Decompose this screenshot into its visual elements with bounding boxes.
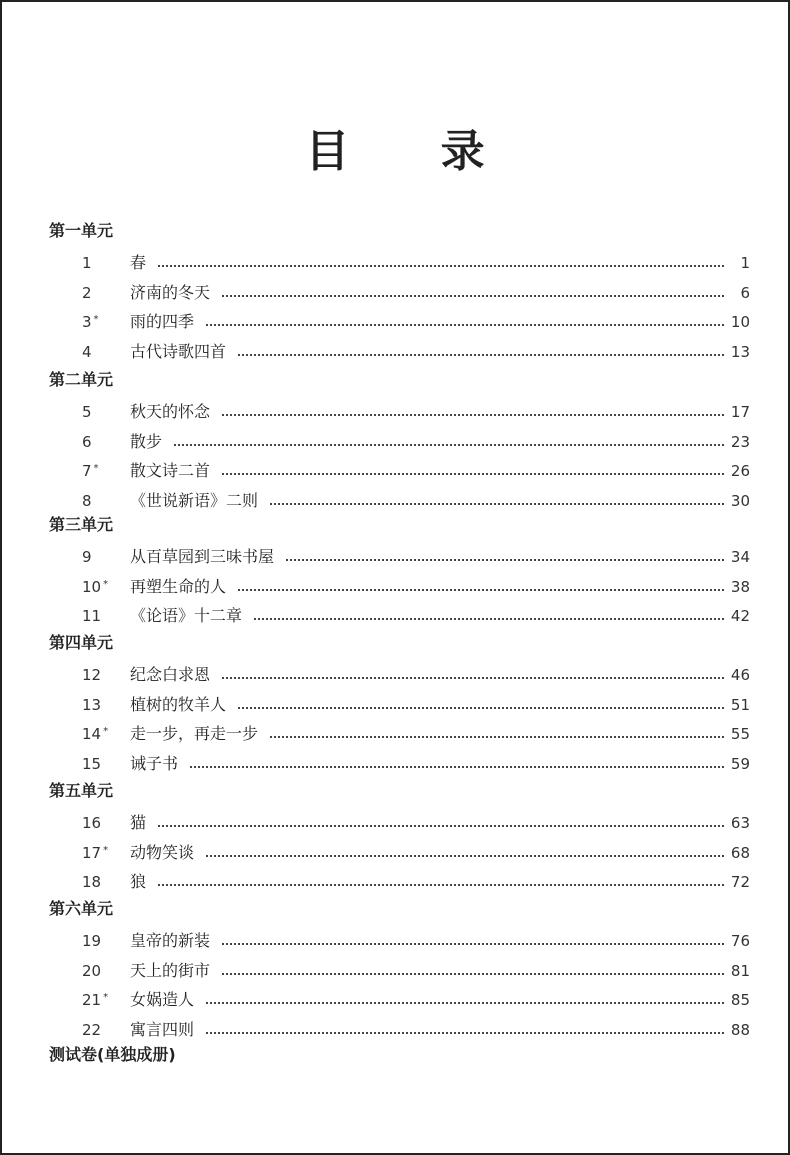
page-number: 55 <box>730 725 750 743</box>
page-number: 10 <box>730 313 750 331</box>
unit-heading: 第五单元 <box>49 781 114 800</box>
page-number: 26 <box>730 462 750 480</box>
page-number: 30 <box>730 492 750 510</box>
page-number: 1 <box>740 254 750 272</box>
lesson-title: 春 <box>130 253 147 272</box>
lesson-title: 散文诗二首 <box>130 461 211 480</box>
toc-entry[interactable] <box>2 959 788 983</box>
lesson-number <box>82 430 92 454</box>
page-number: 81 <box>730 962 750 980</box>
lesson-title: 走一步，再走一步 <box>130 724 259 743</box>
lesson-number-value: 2 <box>82 284 92 302</box>
page-number: 85 <box>730 991 750 1009</box>
lesson-number-value: 14 <box>82 725 102 743</box>
page-number: 46 <box>730 666 750 684</box>
lesson-number <box>82 929 101 953</box>
page-number: 34 <box>730 548 750 566</box>
toc-entry[interactable] <box>2 575 788 599</box>
lesson-number <box>82 841 108 865</box>
dot-leader <box>238 589 724 591</box>
lesson-title: 寓言四则 <box>130 1020 195 1039</box>
toc-entry[interactable] <box>2 1018 788 1042</box>
toc-entry[interactable] <box>2 400 788 424</box>
page-number: 23 <box>730 433 750 451</box>
lesson-number <box>82 663 101 687</box>
dot-leader <box>206 1032 724 1034</box>
dot-leader <box>158 265 724 267</box>
dot-leader <box>286 559 724 561</box>
dot-leader <box>190 766 724 768</box>
optional-star-icon: * <box>103 992 109 1003</box>
lesson-title: 古代诗歌四首 <box>130 342 227 361</box>
lesson-number <box>82 575 108 599</box>
lesson-number <box>82 722 108 746</box>
lesson-number <box>82 489 92 513</box>
toc-entry[interactable] <box>2 841 788 865</box>
lesson-number <box>82 988 108 1012</box>
toc-entry[interactable] <box>2 752 788 776</box>
lesson-number-value: 6 <box>82 433 92 451</box>
lesson-number-value: 9 <box>82 548 92 566</box>
optional-star-icon: * <box>103 845 109 856</box>
lesson-number-value: 4 <box>82 343 92 361</box>
lesson-number <box>82 811 101 835</box>
footer-note: 测试卷(单独成册) <box>49 1045 176 1064</box>
lesson-number-value: 11 <box>82 607 102 625</box>
lesson-title: 皇帝的新装 <box>130 931 211 950</box>
unit-heading: 第三单元 <box>49 515 114 534</box>
page-number: 17 <box>730 403 750 421</box>
lesson-number-value: 19 <box>82 932 102 950</box>
lesson-title: 狼 <box>130 872 147 891</box>
lesson-title: 从百草园到三味书屋 <box>130 547 275 566</box>
dot-leader <box>222 677 724 679</box>
dot-leader <box>158 884 724 886</box>
lesson-title: 植树的牧羊人 <box>130 695 227 714</box>
lesson-title: 再塑生命的人 <box>130 577 227 596</box>
lesson-number-value: 16 <box>82 814 102 832</box>
lesson-number <box>82 340 92 364</box>
dot-leader <box>238 354 724 356</box>
dot-leader <box>158 825 724 827</box>
lesson-number-value: 3 <box>82 313 92 331</box>
dot-leader <box>222 943 724 945</box>
lesson-number-value: 18 <box>82 873 102 891</box>
toc-entry[interactable] <box>2 489 788 513</box>
lesson-number <box>82 545 92 569</box>
lesson-title: 纪念白求恩 <box>130 665 211 684</box>
toc-entry[interactable] <box>2 545 788 569</box>
toc-entry[interactable] <box>2 663 788 687</box>
toc-entry[interactable] <box>2 722 788 746</box>
lesson-number <box>82 752 101 776</box>
toc-entry[interactable] <box>2 310 788 334</box>
dot-leader <box>206 855 724 857</box>
page-number: 42 <box>730 607 750 625</box>
lesson-number-value: 7 <box>82 462 92 480</box>
toc-entry[interactable] <box>2 870 788 894</box>
lesson-number <box>82 693 101 717</box>
lesson-number <box>82 1018 101 1042</box>
optional-star-icon: * <box>103 726 109 737</box>
page-number: 59 <box>730 755 750 773</box>
unit-heading: 第六单元 <box>49 899 114 918</box>
dot-leader <box>222 295 724 297</box>
page-number: 76 <box>730 932 750 950</box>
toc-entry[interactable] <box>2 459 788 483</box>
dot-leader <box>270 736 724 738</box>
lesson-number-value: 1 <box>82 254 92 272</box>
dot-leader <box>254 618 724 620</box>
page-number: 72 <box>730 873 750 891</box>
lesson-number-value: 10 <box>82 578 102 596</box>
page-number: 68 <box>730 844 750 862</box>
lesson-title: 动物笑谈 <box>130 843 195 862</box>
lesson-title: 《世说新语》二则 <box>130 491 259 510</box>
lesson-title: 《论语》十二章 <box>130 606 243 625</box>
page-number: 51 <box>730 696 750 714</box>
lesson-title: 秋天的怀念 <box>130 402 211 421</box>
page-number: 13 <box>730 343 750 361</box>
lesson-number-value: 22 <box>82 1021 102 1039</box>
lesson-number <box>82 251 92 275</box>
page-number: 63 <box>730 814 750 832</box>
lesson-number <box>82 959 101 983</box>
lesson-number-value: 12 <box>82 666 102 684</box>
unit-heading: 第四单元 <box>49 633 114 652</box>
toc-entry[interactable] <box>2 604 788 628</box>
lesson-number <box>82 459 99 483</box>
page-title: 目 录 <box>305 126 523 177</box>
dot-leader <box>238 707 724 709</box>
lesson-number <box>82 870 101 894</box>
lesson-title: 天上的街市 <box>130 961 211 980</box>
lesson-number <box>82 604 101 628</box>
toc-entry[interactable] <box>2 281 788 305</box>
dot-leader <box>270 503 724 505</box>
dot-leader <box>174 444 724 446</box>
lesson-number <box>82 310 99 334</box>
optional-star-icon: * <box>93 463 99 474</box>
toc-entry[interactable] <box>2 811 788 835</box>
page-number: 38 <box>730 578 750 596</box>
unit-heading: 第二单元 <box>49 370 114 389</box>
lesson-title: 雨的四季 <box>130 312 195 331</box>
toc-entry[interactable] <box>2 693 788 717</box>
dot-leader <box>222 973 724 975</box>
dot-leader <box>206 1002 724 1004</box>
page-number: 88 <box>730 1021 750 1039</box>
dot-leader <box>206 324 724 326</box>
lesson-title: 散步 <box>130 432 163 451</box>
lesson-number <box>82 281 92 305</box>
toc-entry[interactable] <box>2 430 788 454</box>
lesson-number-value: 13 <box>82 696 102 714</box>
lesson-title: 诫子书 <box>130 754 179 773</box>
dot-leader <box>222 473 724 475</box>
optional-star-icon: * <box>93 314 99 325</box>
lesson-number-value: 15 <box>82 755 102 773</box>
toc-entry[interactable] <box>2 251 788 275</box>
lesson-number-value: 8 <box>82 492 92 510</box>
lesson-number-value: 21 <box>82 991 102 1009</box>
toc-entry[interactable] <box>2 929 788 953</box>
page-number: 6 <box>740 284 750 302</box>
lesson-number <box>82 400 92 424</box>
toc-entry[interactable] <box>2 988 788 1012</box>
lesson-number-value: 17 <box>82 844 102 862</box>
lesson-title: 猫 <box>130 813 147 832</box>
lesson-number-value: 20 <box>82 962 102 980</box>
optional-star-icon: * <box>103 579 109 590</box>
lesson-title: 济南的冬天 <box>130 283 211 302</box>
toc-entry[interactable] <box>2 340 788 364</box>
lesson-number-value: 5 <box>82 403 92 421</box>
lesson-title: 女娲造人 <box>130 990 195 1009</box>
unit-heading: 第一单元 <box>49 221 114 240</box>
dot-leader <box>222 414 724 416</box>
